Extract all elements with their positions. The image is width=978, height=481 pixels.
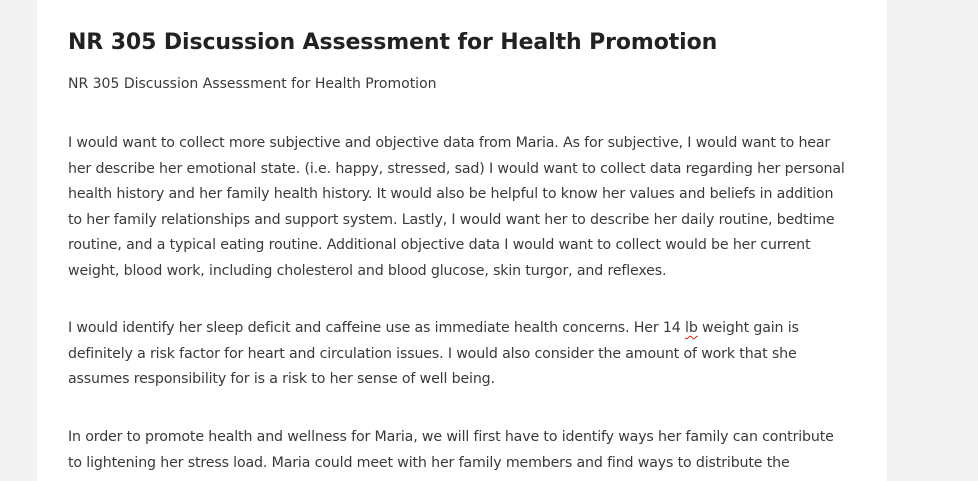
paragraph-health-promotion: In order to promote health and wellness for Maria, we will first have to identify ways her family can contribute to lightening her stress load. Maria could meet with her family members and find ways to distribute the [68, 429, 834, 471]
paragraph-text: I would identify her sleep deficit and caffeine use as immediate health concerns. Her 14 [68, 320, 686, 336]
spellcheck-flagged-word[interactable]: lb [685, 320, 698, 336]
page-title: NR 305 Discussion Assessment for Health Promotion [68, 30, 718, 55]
paragraph-health-concerns [68, 316, 848, 393]
paragraph-text: weight gain is definitely a risk factor for heart and circulation issues. I would also consider the amount of work that she assumes responsibility for is a risk to her sense of well being. [68, 320, 799, 388]
article-card [37, 0, 887, 481]
paragraph-subjective-objective-data: I would want to collect more subjective and objective data from Maria. As for subjective, I would want to hear her describe her emotional state. (i.e. happy, stressed, sad) I would want to collect data regarding her personal health history and her family health history. It would also be helpful to know her values and beliefs in addition to her family relationships and support system. Lastly, I would want her to describe her daily routine, bedtime routine, and a typical eating routine. Additional objective data I would want to collect would be her current weight, blood work, including cholesterol and blood glucose, skin turgor, and reflexes. [68, 135, 845, 279]
article-subtitle: NR 305 Discussion Assessment for Health Promotion [68, 76, 437, 92]
